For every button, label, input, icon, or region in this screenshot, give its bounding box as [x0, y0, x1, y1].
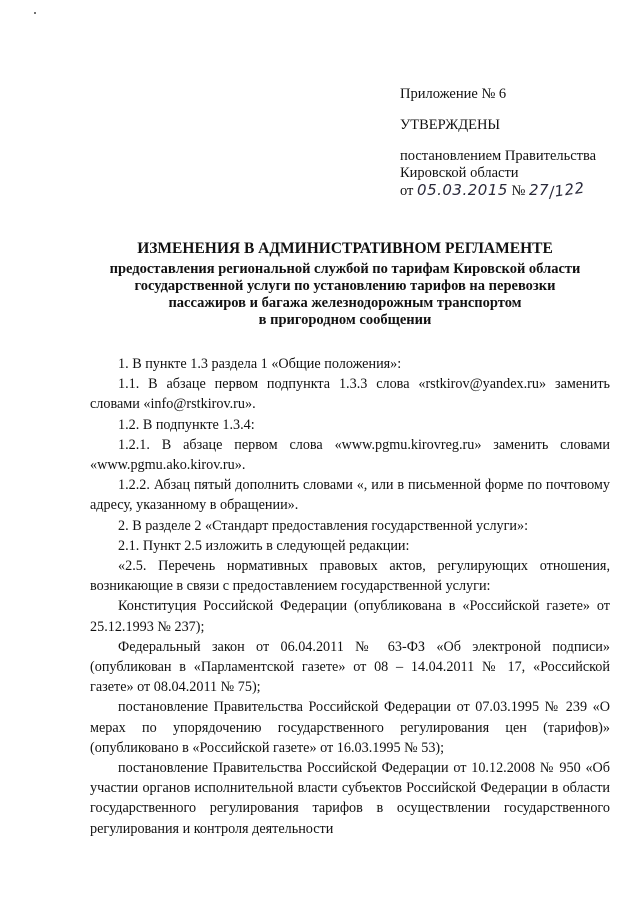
handwritten-date: 05.03.2015 [417, 181, 508, 199]
title-main: ИЗМЕНЕНИЯ В АДМИНИСТРАТИВНОМ РЕГЛАМЕНТЕ [137, 240, 553, 257]
scan-speck [34, 12, 36, 14]
document-title [80, 240, 610, 329]
body-paragraph: постановление Правительства Российской Федерации от 10.12.2008 № 950 «Об участии органов исполнительной власти субъектов Российской Федерации в области государственного регулирования тарифов в осуществлении государственного регулирования и контроля деятельности [90, 760, 610, 837]
handwritten-number: 27 [529, 181, 550, 199]
decree-line-1: постановлением Правительства [400, 148, 597, 164]
body-paragraph: 1.2. В подпункте 1.3.4: [118, 416, 255, 433]
decree-line-2: Кировской области [400, 165, 519, 181]
body-paragraph: 2.1. Пункт 2.5 изложить в следующей редакции: [118, 537, 410, 554]
date-prefix: от [400, 183, 414, 199]
title-line: предоставления региональной службой по тарифам Кировской области [109, 261, 581, 277]
body-paragraph: Конституция Российской Федерации (опубликована в «Российской газете» от 25.12.1993 № 237); [90, 598, 610, 635]
decree-date-line [400, 178, 596, 202]
approval-block [400, 86, 596, 200]
approved-label: УТВЕРЖДЕНЫ [400, 117, 501, 133]
body-paragraph: 1.1. В абзаце первом подпункта 1.3.3 слова «rstkirov@yandex.ru» заменить словами «info@rstkirov.ru». [90, 376, 610, 413]
body-paragraph: постановление Правительства Российской Федерации от 07.03.1995 № 239 «О мерах по упорядочению государственного регулирования цен (тарифов)» (опубликовано в «Российской газете» от 16.03.1995 № 53); [90, 699, 610, 756]
title-line: пассажиров и багажа железнодорожным транспортом [168, 295, 522, 311]
body-paragraph: Федеральный закон от 06.04.2011 № 63-ФЗ «Об электроной подписи» (опубликован в «Парламентской газете» от 08 – 14.04.2011 № 17, «Российской газете» от 08.04.2011 № 75); [90, 638, 610, 696]
number-sign: № [511, 183, 526, 199]
appendix-number: Приложение № 6 [400, 86, 507, 102]
document-body [90, 354, 610, 839]
body-paragraph: «2.5. Перечень нормативных правовых актов, регулирующих отношения, возникающие в связи с предоставлением государственной услуги: [90, 558, 610, 595]
body-paragraph: 1.2.1. В абзаце первом слова «www.pgmu.kirovreg.ru» заменить словами «www.pgmu.ako.kirov.ru». [90, 436, 610, 474]
body-paragraph: 1. В пункте 1.3 раздела 1 «Общие положения»: [118, 356, 402, 372]
body-paragraph: 1.2.2. Абзац пятый дополнить словами «, или в письменной форме по почтовому адресу, указанному в обращении». [90, 477, 610, 514]
title-line: государственной услуги по установлению тарифов на перевозки [134, 278, 556, 294]
handwritten-number-suffix: /122 [547, 178, 586, 202]
title-line: в пригородном сообщении [258, 312, 432, 328]
body-paragraph: 2. В разделе 2 «Стандарт предоставления государственной услуги»: [118, 517, 529, 534]
